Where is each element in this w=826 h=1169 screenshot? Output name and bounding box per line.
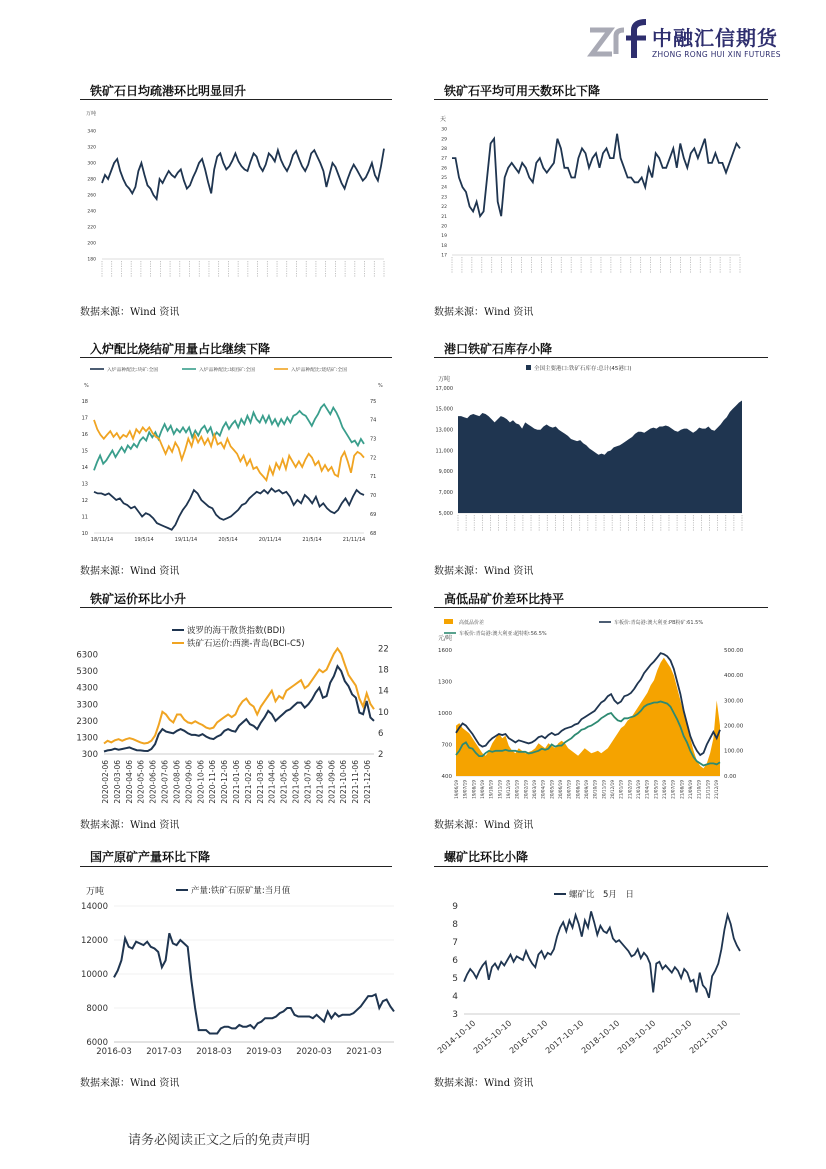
chart-7-y-tick-label: 10000	[80, 969, 108, 980]
chart-7-x-tick-label: 2019-03	[246, 1047, 282, 1057]
chart-3-x-tick-label: 21/11/14	[342, 537, 366, 543]
chart-4-legend-label: 全国主要港口:铁矿石库存:总计(45港口)	[534, 366, 632, 372]
chart-5-y-left-tick-label: 2300	[76, 716, 98, 727]
chart-3-series-line-2	[94, 404, 364, 470]
chart-5-x-tick-label: 2020-12-06	[220, 760, 230, 804]
chart-1-y-tick-label: 320	[87, 145, 96, 151]
chart-2-y-tick-label: 22	[441, 205, 447, 211]
chart-6-x-tick-label: 19/10/19	[488, 780, 494, 799]
chart-3-x-tick-label: 20/11/14	[258, 537, 282, 543]
chart-6-x-tick-label: 21/09/19	[688, 780, 693, 799]
chart-4-y-tick-label: 5,000	[438, 510, 453, 517]
chart-7-y-tick-label: 14000	[80, 901, 108, 912]
chart-2-series-line	[452, 134, 740, 216]
chart-3-y-left-tick-label: 17	[81, 415, 88, 422]
panel-2-rule	[434, 99, 768, 100]
chart-6-x-tick-label: 20/04/19	[540, 780, 546, 799]
chart-2-y-tick-label: 18	[441, 243, 447, 249]
chart-8-series-line	[464, 911, 740, 997]
chart-available-days	[434, 103, 768, 281]
chart-6-legend-label: 车板价:青岛港:澳大利亚:PB粉矿:61.5%	[614, 620, 704, 626]
chart-8-x-tick-label: 2015-10-10	[471, 1018, 514, 1056]
chart-7-y-tick-label: 12000	[80, 935, 108, 946]
disclaimer-footer: 请务必阅读正文之后的免责声明	[128, 1133, 311, 1148]
chart-5-x-tick-label: 2021-07-06	[303, 760, 313, 804]
chart-3-legend-label: 入炉品种配比:块矿:全国	[107, 368, 159, 373]
chart-4-y-tick-label: 15,000	[435, 406, 453, 413]
chart-5-x-tick-label: 2020-07-06	[160, 760, 170, 804]
chart-5-x-tick-label: 2021-04-06	[267, 760, 277, 804]
chart-6-x-tick-label: 20/05/19	[549, 780, 555, 799]
chart-5-x-tick-label: 2020-08-06	[172, 760, 182, 804]
chart-5-x-tick-label: 2021-12-06	[363, 760, 372, 804]
chart-6-x-tick-label: 21/06/19	[662, 780, 667, 799]
chart-3-y-left-tick-label: 13	[81, 481, 88, 488]
chart-7-series-line	[114, 933, 394, 1033]
chart-3-y-right-tick-label: 70	[370, 493, 377, 500]
chart-5-x-tick-label: 2021-02-06	[243, 760, 253, 804]
chart-6-x-tick-label: 20/10/19	[592, 780, 598, 799]
chart-4-y-tick-label: 11,000	[435, 448, 453, 455]
chart-2-y-tick-label: 19	[441, 234, 447, 240]
chart-port-inventory	[434, 361, 768, 551]
chart-6-series-area	[456, 658, 720, 776]
chart-7-x-tick-label: 2016-03	[96, 1047, 132, 1057]
chart-2-y-tick-label: 20	[441, 224, 447, 230]
chart-2-y-tick-label: 30	[441, 127, 447, 133]
chart-5-x-tick-label: 2021-05-06	[279, 760, 289, 804]
chart-5-x-tick-label: 2021-01-06	[232, 760, 241, 804]
chart-4-series-area	[458, 401, 742, 514]
chart-3-y-left-tick-label: 15	[81, 448, 88, 455]
chart-5-y-right-tick-label: 6	[378, 728, 384, 739]
chart-6-x-tick-label: 20/08/19	[575, 780, 581, 799]
panel-3-rule	[80, 357, 392, 358]
chart-3-y-left-tick-label: 18	[81, 398, 88, 405]
chart-8-y-tick-label: 4	[452, 992, 458, 1003]
chart-6-legend-swatch	[444, 619, 453, 624]
chart-6-x-tick-label: 19/07/19	[462, 780, 468, 799]
chart-3-x-tick-label: 20/5/14	[218, 537, 238, 543]
chart-5-series-line-2	[104, 649, 374, 744]
chart-7-x-tick-label: 2020-03	[296, 1047, 332, 1057]
chart-8-x-tick-label: 2017-10-10	[543, 1018, 586, 1056]
chart-domestic-output	[80, 878, 400, 1064]
chart-6-x-tick-label: 20/01/19	[514, 780, 520, 799]
chart-1-series-line	[102, 149, 384, 199]
chart-5-x-tick-label: 2020-03-06	[112, 760, 122, 804]
chart-5-y-right-tick-label: 14	[378, 686, 389, 697]
panel-1-title: 铁矿石日均疏港环比明显回升	[90, 84, 247, 98]
chart-freight	[76, 618, 392, 806]
chart-2-y-tick-label: 28	[441, 146, 447, 152]
chart-6-y-right-tick-label: 0.00	[724, 773, 737, 780]
chart-6-y-left-tick-label: 400	[441, 773, 452, 780]
chart-4-y-tick-label: 7,000	[438, 489, 453, 496]
chart-2-y-tick-label: 26	[441, 166, 447, 172]
chart-6-x-tick-label: 21/04/19	[644, 780, 650, 799]
chart-3-y-right-tick-label: 69	[370, 511, 377, 518]
chart-1-y-tick-label: 300	[87, 161, 96, 167]
chart-5-legend-label: 铁矿石运价:西澳-青岛(BCI-C5)	[187, 639, 305, 649]
chart-5-y-right-tick-label: 22	[378, 644, 389, 655]
logo-text-en: ZHONG RONG HUI XIN FUTURES	[652, 50, 781, 59]
chart-8-y-tick-label: 8	[452, 920, 458, 931]
panel-2-source: 数据来源：Wind 资讯	[434, 307, 534, 318]
chart-5-y-right-tick-label: 2	[378, 749, 384, 760]
panel-6-source: 数据来源：Wind 资讯	[434, 820, 534, 831]
chart-7-x-tick-label: 2021-03	[346, 1047, 382, 1057]
chart-1-y-tick-label: 200	[87, 241, 96, 247]
chart-1-y-tick-label: 180	[87, 257, 96, 263]
chart-6-x-tick-label: 20/11/19	[601, 780, 607, 799]
chart-8-y-tick-label: 5	[452, 974, 458, 985]
chart-8-x-tick-label: 2019-10-10	[615, 1018, 658, 1056]
chart-3-y-right-tick-label: 75	[370, 398, 377, 405]
chart-6-x-tick-label: 21/03/19	[636, 780, 641, 799]
chart-5-y-left-tick-label: 300	[81, 749, 98, 760]
chart-6-x-tick-label: 21/01/19	[618, 780, 624, 799]
chart-6-x-tick-label: 19/08/19	[471, 780, 477, 799]
chart-2-y-tick-label: 27	[441, 156, 447, 162]
chart-3-y-left-tick-label: 14	[81, 464, 88, 471]
chart-5-y-right-tick-label: 18	[378, 665, 389, 676]
chart-3-unit-left: %	[84, 383, 89, 389]
chart-8-x-tick-label: 2020-10-10	[651, 1018, 694, 1056]
panel-4-title: 港口铁矿石库存小降	[444, 342, 553, 356]
chart-6-y-right-tick-label: 500.00	[724, 647, 744, 654]
chart-2-y-tick-label: 25	[441, 176, 447, 182]
chart-4-y-tick-label: 13,000	[435, 427, 453, 434]
chart-8-x-tick-label: 2014-10-10	[435, 1018, 478, 1056]
chart-6-y-left-tick-label: 1300	[438, 679, 452, 686]
chart-3-series-line-1	[94, 489, 364, 530]
chart-5-y-left-tick-label: 1300	[76, 733, 98, 744]
panel-7-title: 国产原矿产量环比下降	[90, 850, 211, 864]
chart-3-x-tick-label: 18/11/14	[90, 537, 114, 543]
panel-8-source: 数据来源：Wind 资讯	[434, 1078, 534, 1089]
chart-1-y-tick-label: 260	[87, 193, 96, 199]
chart-6-x-tick-label: 19/06/19	[454, 780, 459, 799]
chart-port-evacuation	[80, 103, 392, 273]
chart-8-y-tick-label: 6	[452, 956, 458, 967]
chart-6-x-tick-label: 21/11/19	[705, 780, 711, 799]
panel-5-rule	[80, 607, 392, 608]
chart-3-y-right-tick-label: 72	[370, 455, 377, 462]
chart-6-y-right-tick-label: 100.00	[724, 748, 744, 755]
chart-1-y-tick-label: 220	[87, 225, 96, 231]
chart-6-x-tick-label: 20/06/19	[558, 780, 563, 799]
panel-6-rule	[434, 607, 768, 608]
chart-1-y-tick-label: 240	[87, 209, 96, 215]
chart-6-y-left-tick-label: 1000	[438, 710, 452, 717]
chart-5-x-tick-label: 2021-11-06	[351, 760, 361, 804]
chart-6-y-right-tick-label: 400.00	[724, 673, 744, 680]
chart-6-y-left-tick-label: 1600	[438, 647, 452, 654]
chart-5-y-left-tick-label: 5300	[76, 667, 98, 678]
chart-3-x-tick-label: 19/5/14	[134, 537, 154, 543]
chart-6-unit-left: 元/吨	[438, 635, 453, 642]
chart-3-legend-label: 入炉品种配比:烧结矿:全国	[291, 368, 347, 373]
chart-3-y-right-tick-label: 73	[370, 436, 377, 443]
chart-5-x-tick-label: 2020-05-06	[136, 760, 146, 804]
chart-8-x-tick-label: 2016-10-10	[507, 1018, 550, 1056]
chart-1-y-tick-label: 340	[87, 129, 96, 135]
chart-6-x-tick-label: 20/03/19	[532, 780, 537, 799]
chart-7-legend-label: 产量:铁矿石原矿量:当月值	[191, 886, 291, 896]
chart-rebar-ore-ratio	[434, 878, 768, 1064]
chart-5-x-tick-label: 2020-02-06	[101, 760, 110, 804]
chart-6-x-tick-label: 20/02/19	[523, 780, 529, 799]
chart-3-y-right-tick-label: 68	[370, 530, 377, 537]
chart-3-y-left-tick-label: 12	[81, 497, 88, 504]
chart-5-x-tick-label: 2021-06-06	[291, 760, 301, 804]
panel-2-title: 铁矿石平均可用天数环比下降	[444, 84, 601, 98]
chart-3-unit-right: %	[378, 383, 383, 389]
chart-8-x-tick-label: 2018-10-10	[579, 1018, 622, 1056]
chart-5-y-left-tick-label: 3300	[76, 700, 98, 711]
chart-5-x-tick-label: 2020-09-06	[184, 760, 194, 804]
chart-5-x-tick-label: 2021-10-06	[339, 760, 349, 804]
chart-3-x-tick-label: 19/11/14	[174, 537, 198, 543]
chart-4-unit: 万吨	[438, 376, 451, 383]
panel-6-title: 高低品矿价差环比持平	[444, 592, 565, 606]
chart-6-x-tick-label: 19/12/19	[506, 780, 511, 799]
chart-5-y-left-tick-label: 6300	[76, 650, 98, 661]
chart-6-x-tick-label: 19/11/19	[497, 780, 503, 799]
chart-6-legend-label: 车板价:青岛港:澳大利亚:超特粉:56.5%	[459, 631, 547, 637]
chart-8-y-tick-label: 9	[452, 902, 458, 913]
chart-6-x-tick-label: 20/07/19	[566, 780, 572, 799]
chart-6-x-tick-label: 21/05/19	[653, 780, 659, 799]
chart-furnace-ratio	[80, 361, 392, 551]
panel-4-rule	[434, 357, 768, 358]
chart-5-legend-label: 波罗的海干散货指数(BDI)	[187, 626, 286, 636]
panel-7-rule	[80, 866, 392, 867]
chart-5-y-left-tick-label: 4300	[76, 683, 98, 694]
panel-7-source: 数据来源：Wind 资讯	[80, 1078, 180, 1089]
company-logo	[588, 16, 781, 64]
chart-3-y-left-tick-label: 11	[81, 514, 88, 521]
chart-6-x-tick-label: 21/02/19	[627, 780, 633, 799]
panel-3-title: 入炉配比烧结矿用量占比继续下降	[90, 342, 271, 356]
chart-2-unit: 天	[440, 116, 447, 123]
chart-5-x-tick-label: 2020-10-06	[196, 760, 206, 804]
chart-4-y-tick-label: 17,000	[435, 385, 453, 392]
chart-6-x-tick-label: 21/10/19	[696, 780, 702, 799]
chart-3-legend-label: 入炉品种配比:球团矿:全国	[199, 368, 255, 373]
chart-2-y-tick-label: 23	[441, 195, 447, 201]
chart-7-y-tick-label: 8000	[86, 1003, 108, 1014]
panel-4-source: 数据来源：Wind 资讯	[434, 566, 534, 577]
panel-8-title: 螺矿比环比小降	[444, 850, 529, 864]
chart-7-unit: 万吨	[86, 887, 105, 897]
chart-5-x-tick-label: 2021-09-06	[327, 760, 337, 804]
chart-3-x-tick-label: 21/5/14	[302, 537, 322, 543]
panel-3-source: 数据来源：Wind 资讯	[80, 566, 180, 577]
chart-6-y-right-tick-label: 300.00	[724, 698, 744, 705]
chart-8-y-tick-label: 7	[452, 938, 458, 949]
chart-6-y-right-tick-label: 200.00	[724, 723, 744, 730]
chart-2-y-tick-label: 21	[441, 214, 447, 220]
chart-5-x-tick-label: 2021-08-06	[315, 760, 325, 804]
panel-8-rule	[434, 866, 768, 867]
chart-5-x-tick-label: 2020-06-06	[148, 760, 158, 804]
chart-6-x-tick-label: 20/09/19	[584, 780, 589, 799]
chart-4-y-tick-label: 9,000	[438, 469, 453, 476]
chart-2-y-tick-label: 29	[441, 137, 447, 143]
chart-6-x-tick-label: 21/12/19	[714, 780, 719, 799]
chart-5-y-right-tick-label: 10	[378, 707, 389, 718]
panel-1-rule	[80, 99, 392, 100]
chart-1-y-tick-label: 280	[87, 177, 96, 183]
chart-6-y-left-tick-label: 700	[441, 742, 452, 749]
panel-5-title: 铁矿运价环比小升	[90, 592, 187, 606]
chart-3-y-right-tick-label: 71	[370, 474, 377, 481]
chart-8-y-tick-label: 3	[452, 1010, 458, 1021]
chart-7-y-tick-label: 6000	[86, 1037, 108, 1048]
chart-6-x-tick-label: 21/07/19	[670, 780, 676, 799]
chart-2-y-tick-label: 17	[441, 253, 447, 259]
chart-1-unit: 万吨	[86, 111, 97, 117]
panel-5-source: 数据来源：Wind 资讯	[80, 820, 180, 831]
chart-5-x-tick-label: 2020-04-06	[124, 760, 134, 804]
chart-8-legend-label: 螺矿比 5月 日	[569, 890, 634, 900]
chart-6-x-tick-label: 21/08/19	[679, 780, 685, 799]
chart-5-x-tick-label: 2021-03-06	[255, 760, 265, 804]
chart-grade-spread	[434, 616, 768, 806]
logo-mark-icon	[588, 20, 650, 60]
chart-3-y-right-tick-label: 74	[370, 417, 377, 424]
chart-7-x-tick-label: 2017-03	[146, 1047, 182, 1057]
chart-2-y-tick-label: 24	[441, 185, 447, 191]
chart-6-x-tick-label: 19/09/19	[480, 780, 485, 799]
chart-4-legend-swatch	[526, 365, 531, 370]
chart-7-x-tick-label: 2018-03	[196, 1047, 232, 1057]
chart-3-y-left-tick-label: 16	[81, 431, 88, 438]
logo-text-cn: 中融汇信期货	[652, 26, 778, 50]
chart-8-x-tick-label: 2021-10-10	[687, 1018, 730, 1056]
chart-3-y-left-tick-label: 10	[81, 530, 88, 537]
chart-5-x-tick-label: 2020-11-06	[208, 760, 218, 804]
chart-6-x-tick-label: 20/12/19	[610, 780, 615, 799]
panel-1-source: 数据来源：Wind 资讯	[80, 307, 180, 318]
chart-6-legend-label: 高低品价差	[459, 620, 485, 626]
